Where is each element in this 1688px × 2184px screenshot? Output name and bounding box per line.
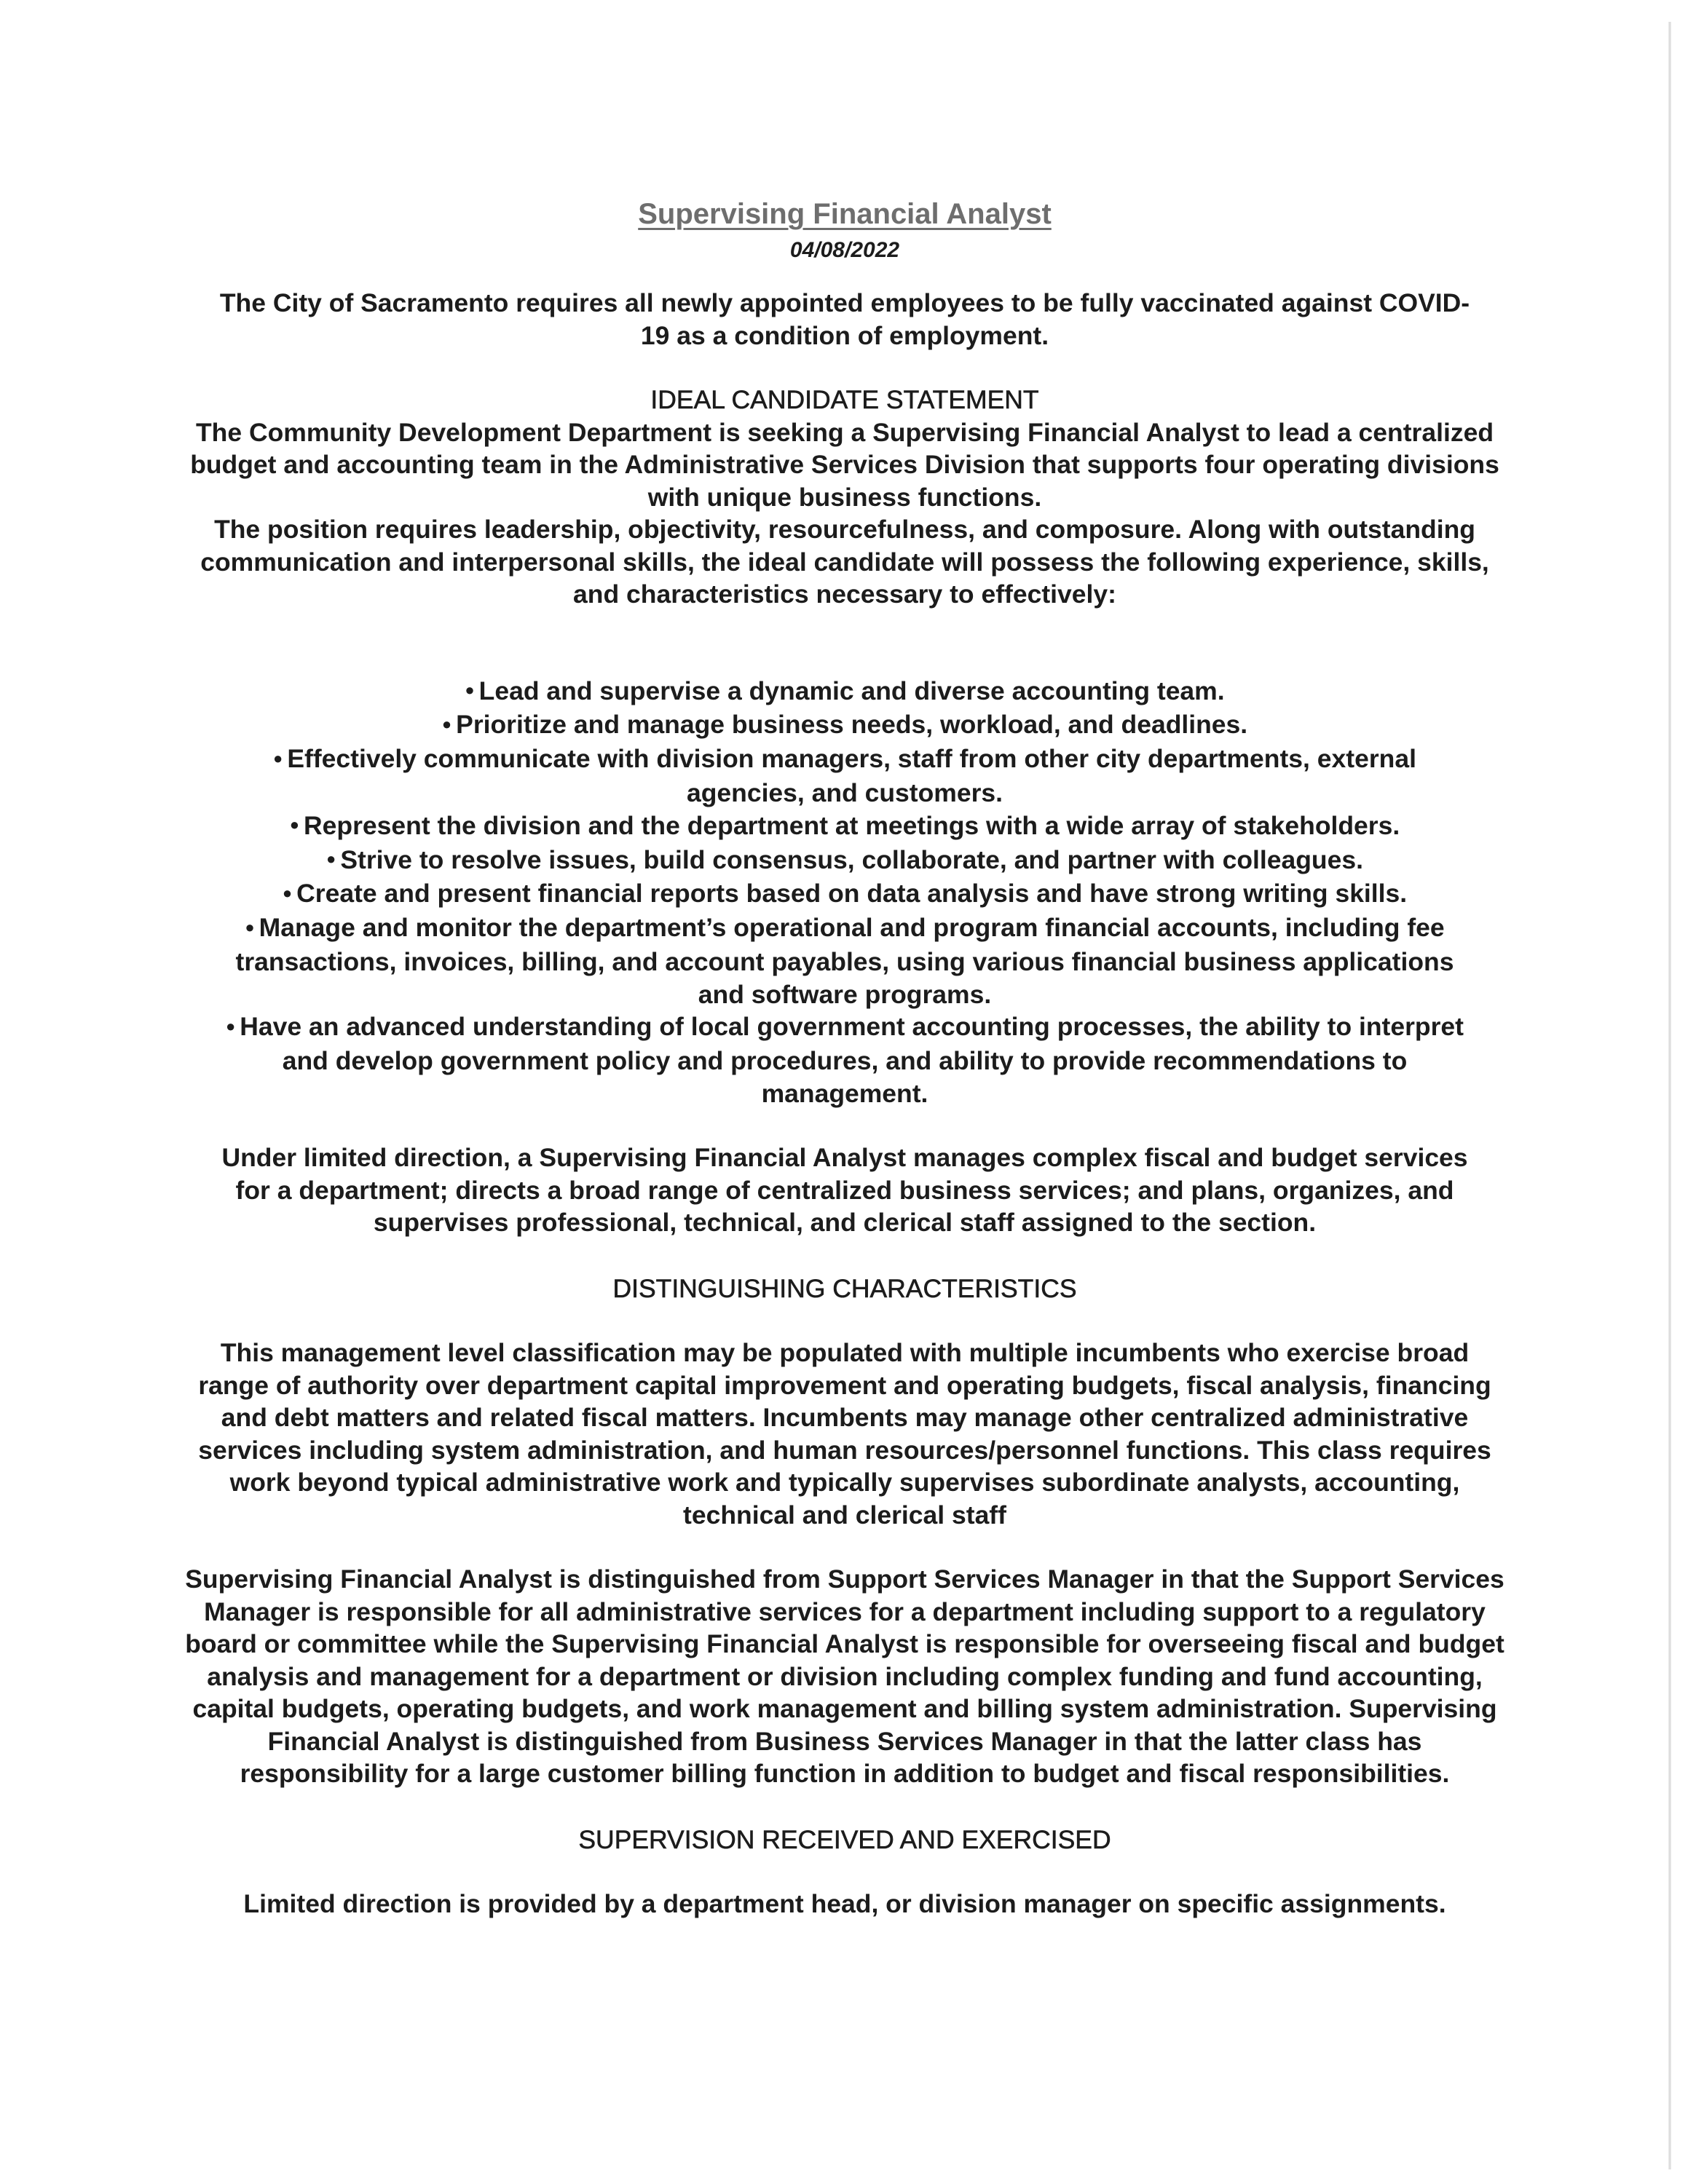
bullet-icon: ● [282,883,293,902]
document-page [182,197,1507,1920]
bullet-icon: ● [465,680,475,699]
supervision-section [182,1824,1507,1920]
bullet-item [226,877,1464,911]
ideal-candidate-text [182,416,1507,611]
bullet-text: Effectively communicate with division managers, staff from other city departments, external agencies, and customers. [287,744,1416,808]
bullet-text: Create and present financial reports based on data analysis and have strong writing skills. [296,879,1408,909]
bullet-text: Have an advanced understanding of local government accounting processes, the ability to interpret and develop government policy and procedures, and ability to provide recommendations to management. [240,1012,1464,1108]
bullet-text: Prioritize and manage business needs, workload, and deadlines. [456,710,1248,740]
bullet-item [226,1010,1464,1109]
bullet-item [226,743,1464,809]
bullet-text: Manage and monitor the department’s operational and program financial accounts, including fee transactions, invoices, billing, and account payables, using various financial business applications and software programs. [235,913,1454,1009]
ideal-candidate-section [182,384,1507,1109]
bullet-item [226,844,1464,878]
bullet-icon: ● [441,714,452,733]
bullet-icon: ● [289,815,300,834]
bullet-icon: ● [226,1016,236,1035]
supervision-heading: SUPERVISION RECEIVED AND EXERCISED [578,1824,1111,1854]
document-date: 04/08/2022 [789,238,900,262]
ideal-candidate-paragraph-2: The position requires leadership, objectivity, resourcefulness, and composure. Along with outstanding communication and interpersonal skills, the ideal candidate will possess the following experience, skills, and characteristics necessary to effectively: [200,515,1489,609]
bullet-icon: ● [245,917,255,936]
vaccination-notice: The City of Sacramento requires all newly appointed employees to be fully vaccinated against COVID-19 as a condition of employment. [219,288,1470,350]
bullet-item [226,911,1464,1010]
job-title: Supervising Financial Analyst [638,198,1052,230]
ideal-candidate-heading: IDEAL CANDIDATE STATEMENT [650,385,1039,414]
bullet-icon: ● [273,748,283,767]
bullet-text: Lead and supervise a dynamic and diverse accounting team. [478,676,1225,705]
bullet-item [226,810,1464,844]
bullet-text: Represent the division and the department at meetings with a wide array of stakeholders. [304,810,1400,840]
bullet-item [226,675,1464,709]
position-summary: Under limited direction, a Supervising Financial Analyst manages complex fiscal and budget services for a department; directs a broad range of centralized business services; and plans, organizes, and supervises professional, technical, and clerical staff assigned to the section. [221,1143,1468,1237]
bullet-item [226,708,1464,743]
ideal-candidate-paragraph-1: The Community Development Department is seeking a Supervising Financial Analyst to lead a centralized budget and accounting team in the Administrative Services Division that supports four operating divisions with unique business functions. [190,417,1499,512]
bullet-icon: ● [326,849,336,868]
distinguishing-section [182,1273,1507,1790]
ideal-candidate-bullets [182,675,1507,1110]
distinguishing-heading: DISTINGUISHING CHARACTERISTICS [612,1273,1077,1303]
bullet-text: Strive to resolve issues, build consensus, collaborate, and partner with colleagues. [340,844,1363,874]
distinguishing-paragraph-2: Supervising Financial Analyst is distinguished from Support Services Manager in that the Support Services Manager is responsible for all administrative services for a department including support to a regulatory board or committee while the Supervising Financial Analyst is responsible for overseeing fiscal and budget analysis and management for a department or division including complex funding and fund accounting, capital budgets, operating budgets, and work management and billing system administration. Supervising Financial Analyst is distinguished from Business Services Manager in that the latter class has responsibility for a large customer billing function in addition to budget and fiscal responsibilities. [185,1564,1504,1788]
scan-edge [1668,22,1671,2169]
distinguishing-paragraph-1: This management level classification may be populated with multiple incumbents who exercise broad range of authority over department capital improvement and operating budgets, fiscal analysis, financing and debt matters and related fiscal matters. Incumbents may manage other centralized administrative services including system administration, and human resources/personnel functions. This class requires work beyond typical administrative work and typically supervises subordinate analysts, accounting, technical and clerical staff [198,1338,1491,1530]
supervision-paragraph: Limited direction is provided by a department head, or division manager on specific assignments. [243,1889,1446,1918]
